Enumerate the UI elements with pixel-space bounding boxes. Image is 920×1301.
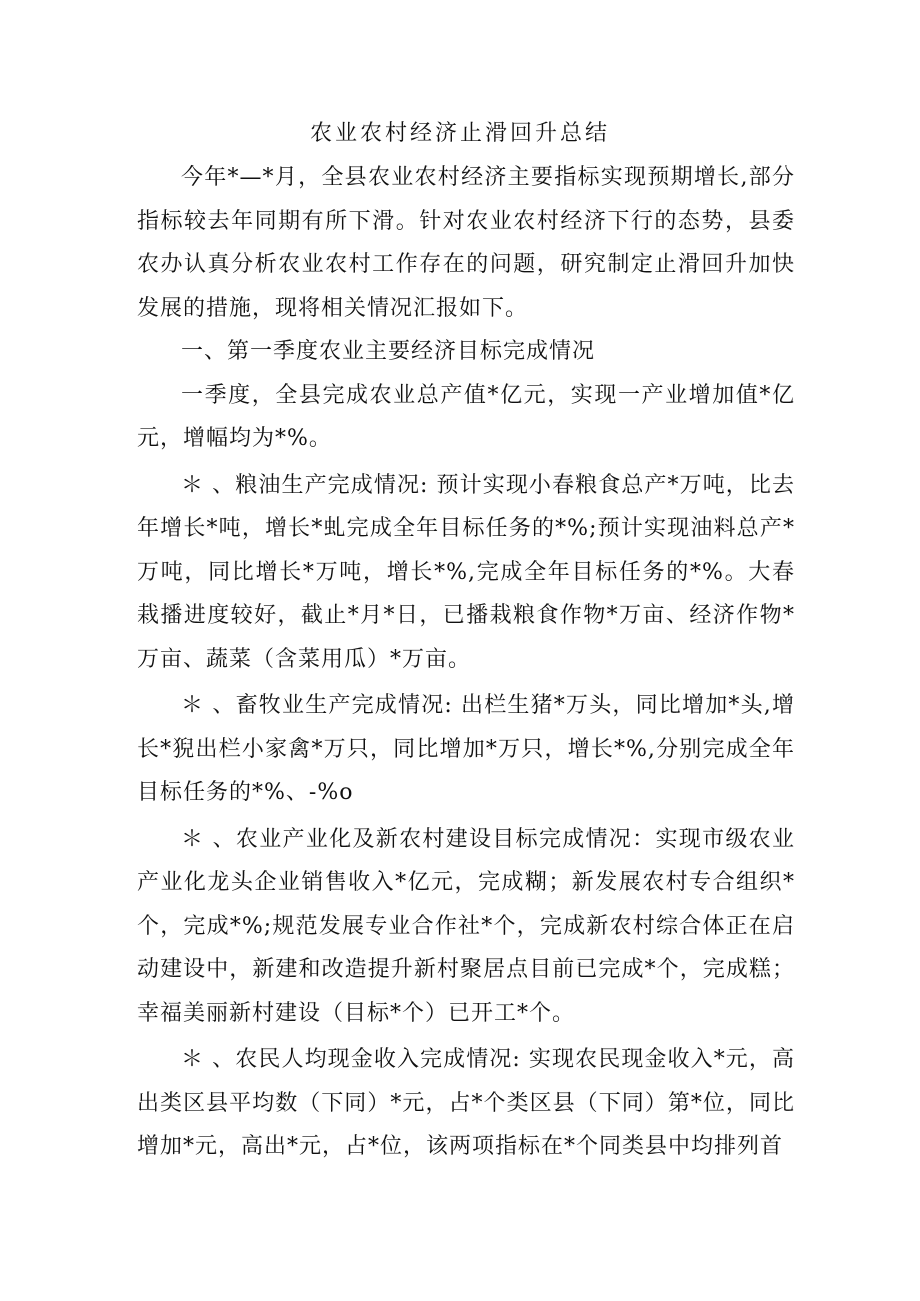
section-heading: 一、第一季度农业主要经济目标完成情况	[181, 339, 596, 364]
grain-oil-paragraph: ＊ 、粮油生产完成情况: 预计实现小春粮食总产*万吨，比去年增长*吨，增长*虬完成全年目标任务的*%;预计实现油料总产*万吨，同比增长*万吨，增长*%,完成全年目标任务的*%。大春栽播进度较好，截止*月*日，已播栽粮食作物*万亩、经济作物*万亩、蔬菜（含菜用瓜）*万亩。	[137, 472, 795, 672]
intro-paragraph: 今年*—*月，全县农业农村经济主要指标实现预期增长,部分指标较去年同期有所下滑。针对农业农村经济下行的态势，县委农办认真分析农业农村工作存在的问题，研究制定止滑回升加快发展的措施，现将相关情况汇报如下。	[137, 165, 795, 321]
farmer-income-paragraph: ＊ 、农民人均现金收入完成情况: 实现农民现金收入*元，高出类区县平均数（下同）*元，占*个类区县（下同）第*位，同比增加*元，高出*元，占*位，该两项指标在*个同类县中均排列首	[137, 1047, 795, 1159]
industrialization-paragraph: ＊ 、农业产业化及新农村建设目标完成情况：实现市级农业产业化龙头企业销售收入*亿元，完成糊；新发展农村专合组织*个，完成*%;规范发展专业合作社*个，完成新农村综合体正在启动建设中，新建和改造提升新村聚居点目前已完成*个，完成糕；幸福美丽新村建设（目标*个）已开工*个。	[137, 826, 795, 1026]
livestock-paragraph: ＊ 、畜牧业生产完成情况: 出栏生猪*万头，同比增加*头,增长*猊出栏小家禽*万只，同比增加*万只，增长*%,分别完成全年目标任务的*%、-%o	[137, 693, 795, 805]
document-title: 农业农村经济止滑回升总结	[309, 121, 610, 146]
document-body	[137, 156, 795, 1169]
quarter-summary-paragraph: 一季度，全县完成农业总产值*亿元，实现一产业增加值*亿元，增幅均为*%。	[137, 382, 795, 451]
